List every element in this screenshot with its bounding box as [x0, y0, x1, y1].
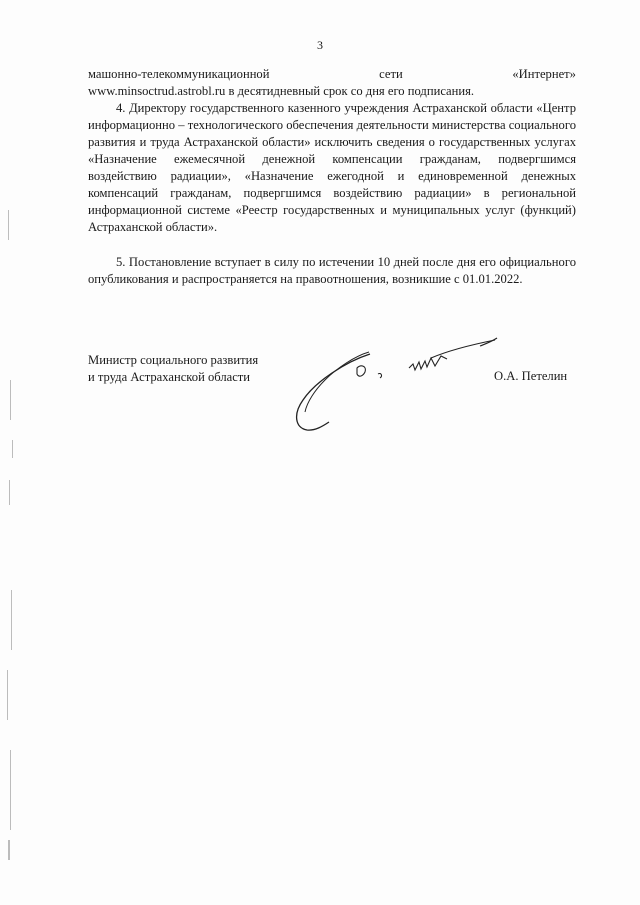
paragraph-4-text: 4. Директору государственного казенного учреждения Астраханской области «Центр информационно – технологического обеспечения деятельности министерства социального развития и труда Астраханской области» исключить сведения о государственных услугах «Назначение ежемесячной денежной компенсации гражданам, подвергшимся воздействию радиации», «Назначение ежегодной и единовременной денежных компенсаций гражданам, подвергшимся воздействию радиации» в региональной информационной системе «Реестр государственных и муниципальных услуг (функций) Астраханской области».: [88, 101, 576, 234]
page-number: 3: [317, 38, 323, 52]
paragraph-4: [88, 100, 576, 236]
continuation-text: [88, 66, 576, 100]
continuation-line-1: [88, 66, 576, 83]
word-telecom: машонно-телекоммуникационной: [88, 67, 270, 81]
signer-name: О.А. Петелин: [494, 369, 568, 383]
paragraph-5: [88, 254, 576, 288]
continuation-line-2: www.minsoctrud.astrobl.ru в десятидневный срок со дня его подписания.: [88, 84, 475, 98]
paragraph-5-text: 5. Постановление вступает в силу по истечении 10 дней после дня его официального опубликования и распространяется на правоотношения, возникшие с 01.01.2022.: [88, 255, 576, 286]
signer-position: [88, 352, 258, 386]
word-internet: «Интернет»: [512, 67, 576, 81]
signer-position-line-2: и труда Астраханской области: [88, 370, 251, 384]
word-network: сети: [379, 67, 403, 81]
scan-edge-noise: [0, 150, 24, 890]
handwritten-signature: [285, 312, 505, 442]
margin-mark: [630, 370, 634, 384]
signer-position-line-1: Министр социального развития: [88, 353, 259, 367]
